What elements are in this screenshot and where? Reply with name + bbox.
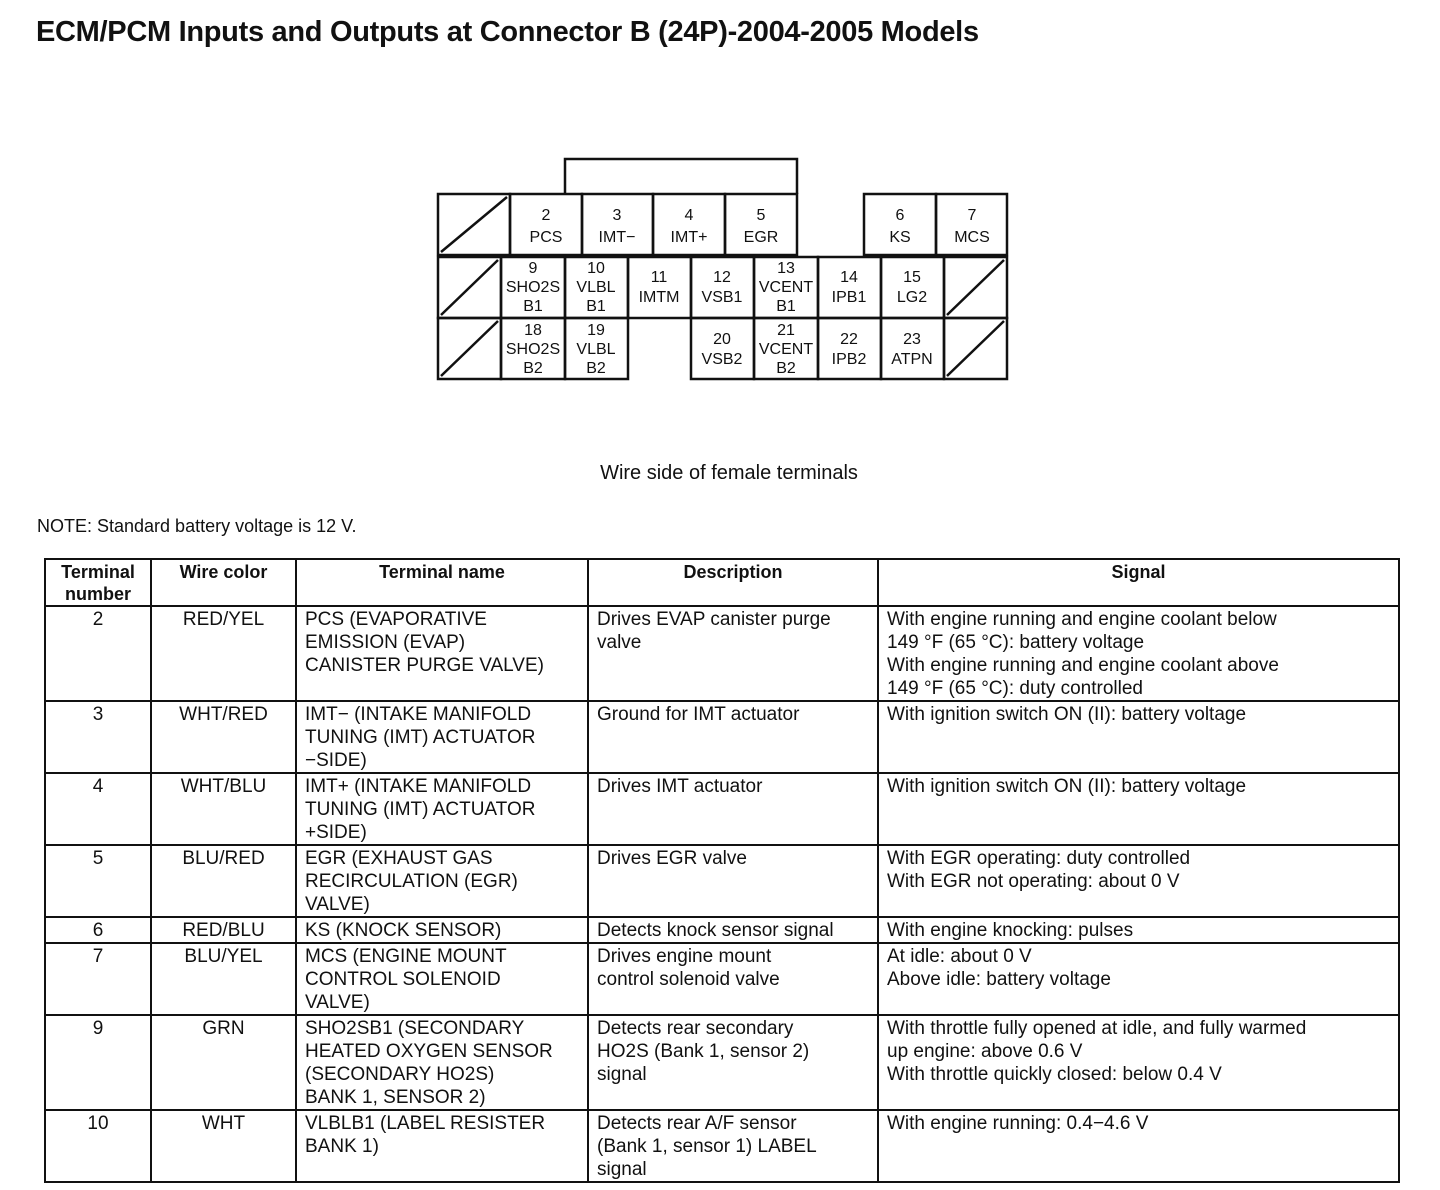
signal: With engine running and engine coolant below 149 °F (65 °C): battery voltage With engine running and engine coolant above 149 °F (65 °C): duty controlled [878,606,1399,701]
pin-23-number: 23 [903,331,921,348]
pin-19-number: 19 [587,322,605,339]
pin-3-number: 3 [612,207,622,224]
wire-color: RED/YEL [151,606,296,701]
pin-19-label-2: B2 [586,360,606,377]
terminal-name: IMT+ (INTAKE MANIFOLD TUNING (IMT) ACTUATOR +SIDE) [296,773,588,845]
terminal-number: 6 [45,917,151,943]
signal: With ignition switch ON (II): battery voltage [878,701,1399,773]
pin-6-number: 6 [895,207,905,224]
pin-20-label: VSB2 [701,351,743,368]
pin-4-label: IMT+ [670,229,708,246]
pin-11-label: IMTM [638,289,680,306]
description: Detects rear secondary HO2S (Bank 1, sensor 2) signal [588,1015,878,1110]
pin-10-label-2: B1 [586,298,606,315]
description: Drives EGR valve [588,845,878,917]
table-row [45,606,1399,701]
wire-color: BLU/YEL [151,943,296,1015]
table-row [45,917,1399,943]
pin-15-label: LG2 [896,289,928,306]
pin-18-label: SHO2S [505,341,561,358]
signal: With engine running: 0.4−4.6 V [878,1110,1399,1182]
terminal-number: 5 [45,845,151,917]
pin-12-number: 12 [713,269,731,286]
terminal-table [44,558,1400,1183]
connector-diagram [436,157,1012,385]
signal: With engine knocking: pulses [878,917,1399,943]
signal: At idle: about 0 V Above idle: battery voltage [878,943,1399,1015]
pin-9-label-2: B1 [523,298,543,315]
terminal-name: MCS (ENGINE MOUNT CONTROL SOLENOID VALVE) [296,943,588,1015]
pin-14-number: 14 [840,269,858,286]
pin-7-number: 7 [967,207,977,224]
table-row [45,943,1399,1015]
description: Ground for IMT actuator [588,701,878,773]
terminal-number: 3 [45,701,151,773]
page-title: ECM/PCM Inputs and Outputs at Connector B (24P)-2004-2005 Models [36,16,979,48]
pin-21-number: 21 [777,322,795,339]
pin-10-label: VLBL [576,279,616,296]
wire-color: WHT/BLU [151,773,296,845]
description: Detects knock sensor signal [588,917,878,943]
description: Detects rear A/F sensor (Bank 1, sensor 1) LABEL signal [588,1110,878,1182]
terminal-name: IMT− (INTAKE MANIFOLD TUNING (IMT) ACTUATOR −SIDE) [296,701,588,773]
pin-20-number: 20 [713,331,731,348]
pin-18-label-2: B2 [523,360,543,377]
pin-4-number: 4 [684,207,694,224]
header-signal: Signal [878,559,1399,606]
wire-color: RED/BLU [151,917,296,943]
pin-13-number: 13 [777,260,795,277]
pin-7-label: MCS [954,229,990,246]
signal: With ignition switch ON (II): battery voltage [878,773,1399,845]
table-row [45,1110,1399,1182]
table-row [45,773,1399,845]
pin-6-label: KS [889,229,911,246]
signal: With EGR operating: duty controlled With EGR not operating: about 0 V [878,845,1399,917]
description: Drives IMT actuator [588,773,878,845]
pin-9-number: 9 [528,260,538,277]
pin-14-label: IPB1 [831,289,867,306]
header-terminal-number: Terminal number [45,559,151,606]
table-row [45,845,1399,917]
table-row [45,1015,1399,1110]
terminal-number: 9 [45,1015,151,1110]
pin-21-label-2: B2 [776,360,796,377]
terminal-name: PCS (EVAPORATIVE EMISSION (EVAP) CANISTER PURGE VALVE) [296,606,588,701]
header-description: Description [588,559,878,606]
terminal-name: SHO2SB1 (SECONDARY HEATED OXYGEN SENSOR (SECONDARY HO2S) BANK 1, SENSOR 2) [296,1015,588,1110]
terminal-number: 10 [45,1110,151,1182]
wire-color: WHT/RED [151,701,296,773]
pin-13-label-2: B1 [776,298,796,315]
pin-3-label: IMT− [598,229,636,246]
header-wire-color: Wire color [151,559,296,606]
connector-caption: Wire side of female terminals [600,462,858,484]
pin-15-number: 15 [903,269,921,286]
pin-10-number: 10 [587,260,605,277]
pin-9-label: SHO2S [505,279,561,296]
battery-note: NOTE: Standard battery voltage is 12 V. [37,516,357,536]
pin-19-label: VLBL [576,341,616,358]
signal: With throttle fully opened at idle, and fully warmed up engine: above 0.6 V With throttle quickly closed: below 0.4 V [878,1015,1399,1110]
pin-11-number: 11 [650,269,668,286]
pin-5-label: EGR [743,229,779,246]
table-row [45,701,1399,773]
terminal-number: 4 [45,773,151,845]
terminal-name: KS (KNOCK SENSOR) [296,917,588,943]
pin-13-label: VCENT [758,279,814,296]
table-header-row [45,559,1399,606]
pin-22-number: 22 [840,331,858,348]
terminal-name: EGR (EXHAUST GAS RECIRCULATION (EGR) VALVE) [296,845,588,917]
pin-2-label: PCS [529,229,563,246]
header-terminal-name: Terminal name [296,559,588,606]
wire-color: BLU/RED [151,845,296,917]
connector-latch [565,159,797,194]
pin-2-number: 2 [541,207,551,224]
pin-18-number: 18 [524,322,542,339]
pin-21-label: VCENT [758,341,814,358]
wire-color: GRN [151,1015,296,1110]
pin-5-number: 5 [756,207,766,224]
wire-color: WHT [151,1110,296,1182]
pin-12-label: VSB1 [701,289,743,306]
terminal-number: 7 [45,943,151,1015]
terminal-number: 2 [45,606,151,701]
pin-22-label: IPB2 [831,351,867,368]
pin-23-label: ATPN [891,351,933,368]
terminal-name: VLBLB1 (LABEL RESISTER BANK 1) [296,1110,588,1182]
description: Drives EVAP canister purge valve [588,606,878,701]
description: Drives engine mount control solenoid valve [588,943,878,1015]
